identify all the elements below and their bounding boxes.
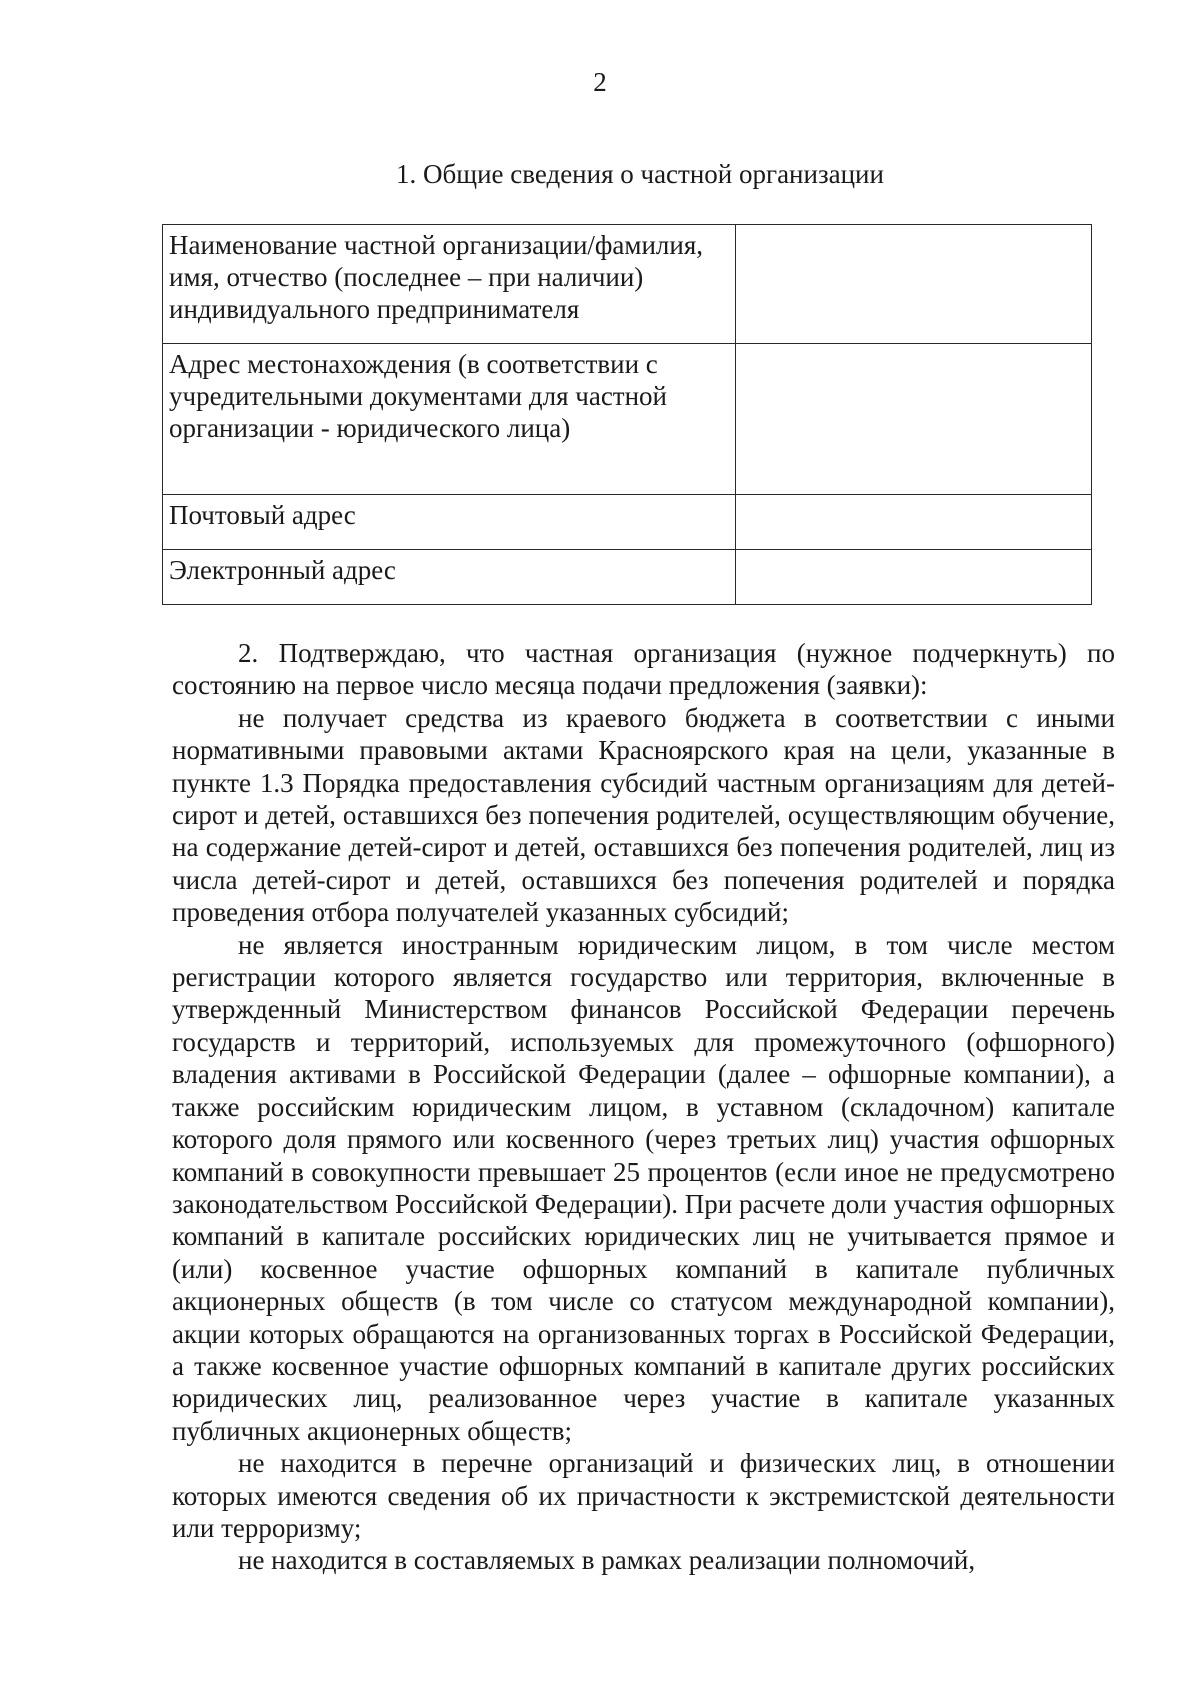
table-row: [163, 550, 1092, 605]
table-row: [163, 344, 1092, 495]
row-label-postal: Почтовый адрес: [163, 495, 736, 550]
row-value-location: [736, 344, 1092, 495]
paragraph-foreign-entity: не является иностранным юридическим лицом, в том числе местом регистрации которого является государство или территория, включенные в утвержденный Министерством финансов Российской Федерации перечень государств и территорий, используемых для промежуточного (офшорного) владения активами в Российской Федерации (далее – офшорные компании), а также российским юридическим лицом, в уставном (складочном) капитале которого доля прямого или косвенного (через третьих лиц) участия офшорных компаний в совокупности превышает 25 процентов (если иное не предусмотрено законодательством Российской Федерации). При расчете доли участия офшорных компаний в капитале российских юридических лиц не учитывается прямое и (или) косвенное участие офшорных компаний в капитале публичных акционерных обществ (в том числе со статусом международной компании), акции которых обращаются на организованных торгах в Российской Федерации, а также косвенное участие офшорных компаний в капитале других российских юридических лиц, реализованное через участие в капитале указанных публичных акционерных обществ;: [172, 929, 1115, 1446]
row-label-name: Наименование частной организации/фамилия, имя, отчество (последнее – при наличии) индивидуального предпринимателя: [163, 225, 736, 344]
row-value-email: [736, 550, 1092, 605]
paragraph-authority-lists: не находится в составляемых в рамках реализации полномочий,: [238, 1545, 976, 1576]
paragraph-extremism-list: не находится в перечне организаций и физических лиц, в отношении которых имеются сведения об их причастности к экстремистской деятельности или терроризму;: [172, 1448, 1115, 1543]
row-label-location: Адрес местонахождения (в соответствии с учредительными документами для частной организации - юридического лица): [163, 344, 736, 495]
section-title: 1. Общие сведения о частной организации: [396, 159, 884, 189]
page-number: 2: [593, 67, 607, 97]
paragraph-budget-funds: не получает средства из краевого бюджета в соответствии с иными нормативными правовыми актами Красноярского края на цели, указанные в пункте 1.3 Порядка предоставления субсидий частным организациям для детей-сирот и детей, оставшихся без попечения родителей, осуществляющим обучение, на содержание детей-сирот и детей, оставшихся без попечения родителей, лиц из числа детей-сирот и детей, оставшихся без попечения родителей и порядка проведения отбора получателей указанных субсидий;: [172, 702, 1115, 928]
paragraph-confirmation: 2. Подтверждаю, что частная организация (нужное подчеркнуть) по состоянию на первое число месяца подачи предложения (заявки):: [172, 638, 1115, 701]
row-value-name: [736, 225, 1092, 344]
organization-info-table: [162, 224, 1092, 605]
row-value-postal: [736, 495, 1092, 550]
table-row: [163, 225, 1092, 344]
table-row: [163, 495, 1092, 550]
body-text: [172, 637, 1115, 1577]
row-label-email: Электронный адрес: [163, 550, 736, 605]
